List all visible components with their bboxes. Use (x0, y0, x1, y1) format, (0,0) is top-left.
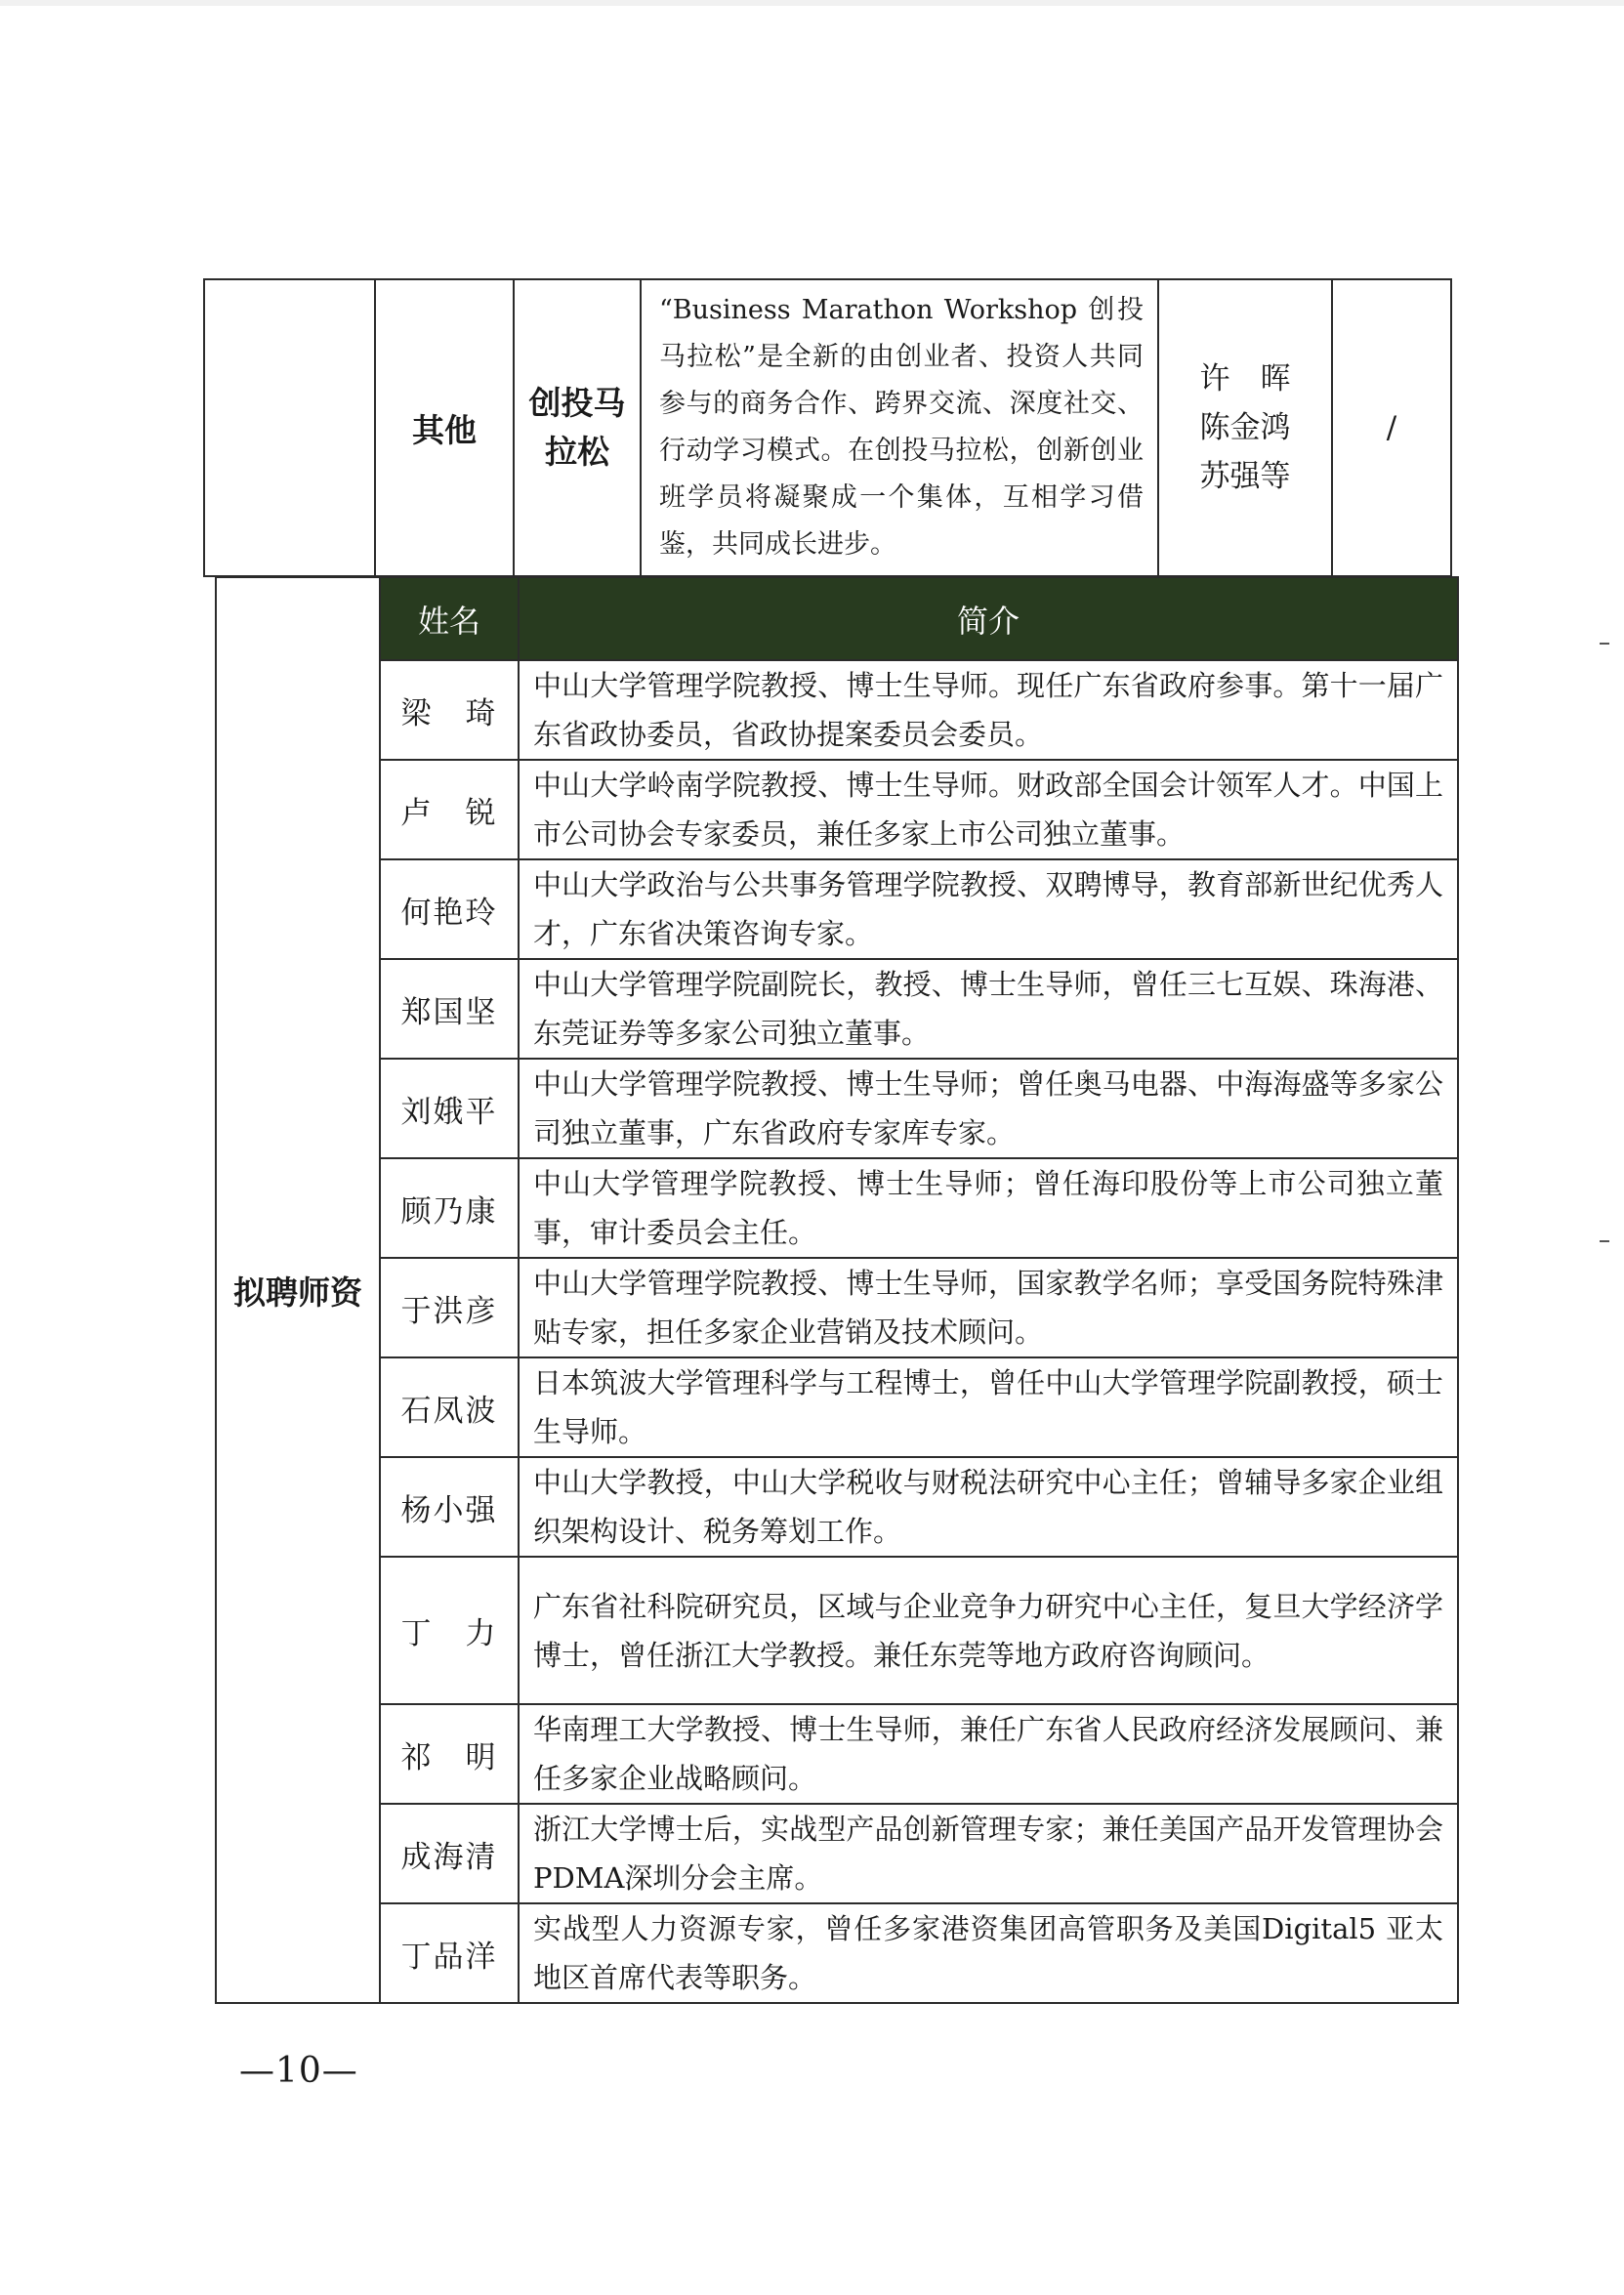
scan-mark (1600, 643, 1609, 645)
faculty-name: 石凤波 (380, 1357, 519, 1457)
faculty-intro: 中山大学管理学院副院长，教授、博士生导师，曾任三七互娱、珠海港、东莞证券等多家公司独立董事。 (519, 959, 1458, 1059)
other-activities-table (203, 278, 1452, 577)
tutor-name: 许 晖 (1199, 361, 1291, 396)
faculty-name: 祁 明 (380, 1704, 519, 1804)
faculty-intro: 实战型人力资源专家，曾任多家港资集团高管职务及美国Digital5 亚太地区首席代表等职务。 (519, 1903, 1458, 2003)
faculty-intro: 中山大学管理学院教授、博士生导师，国家教学名师；享受国务院特殊津贴专家，担任多家企业营销及技术顾问。 (519, 1258, 1458, 1357)
other-activity-row (204, 279, 1451, 576)
faculty-intro: 中山大学岭南学院教授、博士生导师。财政部全国会计领军人才。中国上市公司协会专家委员，兼任多家上市公司独立董事。 (519, 760, 1458, 859)
faculty-row (216, 1804, 1458, 1903)
remarks-cell: / (1332, 279, 1451, 576)
faculty-intro: 浙江大学博士后，实战型产品创新管理专家；兼任美国产品开发管理协会PDMA深圳分会主席。 (519, 1804, 1458, 1903)
faculty-intro: 广东省社科院研究员，区域与企业竞争力研究中心主任，复旦大学经济学博士，曾任浙江大学教授。兼任东莞等地方政府咨询顾问。 (519, 1557, 1458, 1704)
tutor-name: 苏强等 (1199, 459, 1291, 494)
faculty-name: 丁品洋 (380, 1903, 519, 2003)
faculty-table (215, 576, 1459, 2004)
blank-cell (204, 279, 375, 576)
faculty-name: 刘娥平 (380, 1059, 519, 1158)
faculty-name: 郑国坚 (380, 959, 519, 1059)
faculty-intro: 中山大学管理学院教授、博士生导师。现任广东省政府参事。第十一届广东省政协委员，省政协提案委员会委员。 (519, 660, 1458, 760)
faculty-group-label: 拟聘师资 (216, 577, 380, 2003)
faculty-row (216, 1357, 1458, 1457)
faculty-row (216, 1059, 1458, 1158)
faculty-name: 成海清 (380, 1804, 519, 1903)
faculty-intro: 中山大学管理学院教授、博士生导师；曾任海印股份等上市公司独立董事，审计委员会主任。 (519, 1158, 1458, 1258)
intro-column-header: 简介 (519, 577, 1458, 660)
page-number: —10— (239, 2051, 358, 2091)
faculty-row (216, 760, 1458, 859)
faculty-row (216, 1557, 1458, 1704)
scan-mark (1600, 1240, 1609, 1242)
page-top-edge (0, 0, 1624, 6)
faculty-row (216, 859, 1458, 959)
tutor-name: 陈金鸿 (1199, 410, 1291, 445)
project-name-cell: 创投马拉松 (514, 279, 641, 576)
faculty-row (216, 1457, 1458, 1557)
faculty-intro: 华南理工大学教授、博士生导师，兼任广东省人民政府经济发展顾问、兼任多家企业战略顾问。 (519, 1704, 1458, 1804)
faculty-name: 卢 锐 (380, 760, 519, 859)
faculty-name: 梁 琦 (380, 660, 519, 760)
faculty-row (216, 1158, 1458, 1258)
faculty-row (216, 959, 1458, 1059)
name-column-header: 姓名 (380, 577, 519, 660)
faculty-name: 丁 力 (380, 1557, 519, 1704)
faculty-intro: 中山大学教授，中山大学税收与财税法研究中心主任；曾辅导多家企业组织架构设计、税务筹划工作。 (519, 1457, 1458, 1557)
faculty-intro: 中山大学政治与公共事务管理学院教授、双聘博导，教育部新世纪优秀人才，广东省决策咨询专家。 (519, 859, 1458, 959)
faculty-header-row (216, 577, 1458, 660)
faculty-row (216, 1704, 1458, 1804)
category-cell: 其他 (375, 279, 514, 576)
faculty-row (216, 1903, 1458, 2003)
project-description: “Business Marathon Workshop 创投马拉松”是全新的由创业者、投资人共同参与的商务合作、跨界交流、深度社交、行动学习模式。在创投马拉松，创新创业班学员将凝聚成一个集体，互相学习借鉴，共同成长进步。 (641, 279, 1158, 576)
faculty-name: 于洪彦 (380, 1258, 519, 1357)
tutors-cell (1158, 279, 1332, 576)
faculty-intro: 日本筑波大学管理科学与工程博士，曾任中山大学管理学院副教授，硕士生导师。 (519, 1357, 1458, 1457)
faculty-intro: 中山大学管理学院教授、博士生导师；曾任奥马电器、中海海盛等多家公司独立董事，广东省政府专家库专家。 (519, 1059, 1458, 1158)
faculty-name: 顾乃康 (380, 1158, 519, 1258)
faculty-row (216, 660, 1458, 760)
faculty-row (216, 1258, 1458, 1357)
faculty-name: 杨小强 (380, 1457, 519, 1557)
faculty-name: 何艳玲 (380, 859, 519, 959)
